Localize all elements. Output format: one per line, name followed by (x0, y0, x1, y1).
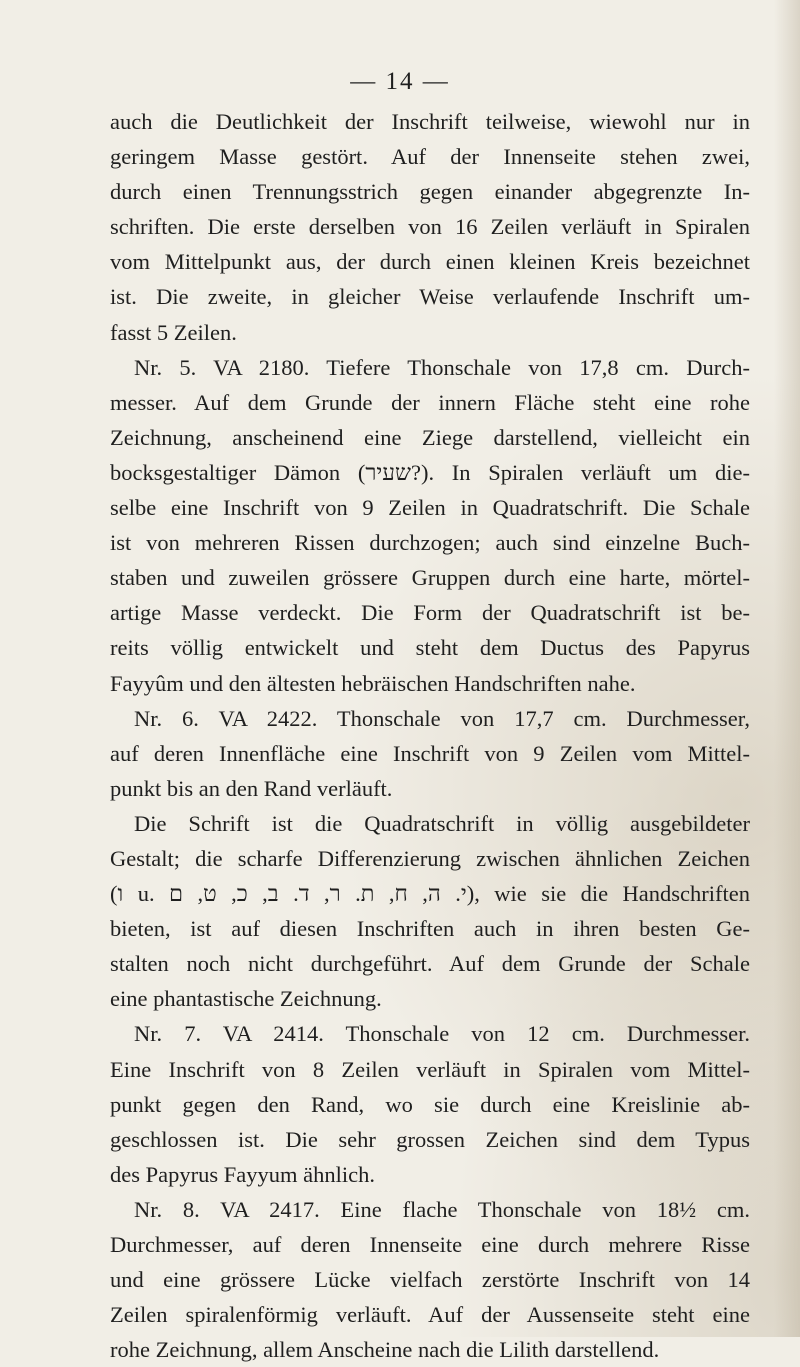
text-line: Gestalt; die scharfe Differenzierung zwischen ähnlichen Zeichen (110, 845, 750, 871)
text-line: eine phantastische Zeichnung. (110, 986, 382, 1012)
text-line: geschlossen ist. Die sehr grossen Zeichen sind dem Typus (110, 1126, 750, 1152)
text-line: bocksgestaltiger Dämon (שעיר?). In Spiralen verläuft um die- (110, 459, 750, 485)
text-line: Zeichnung, anscheinend eine Ziege darstellend, vielleicht ein (110, 424, 750, 450)
text-line: Eine Inschrift von 8 Zeilen verläuft in Spiralen vom Mittel- (110, 1056, 750, 1082)
text-line: Nr. 7. VA 2414. Thonschale von 12 cm. Durchmesser. (134, 1021, 750, 1047)
text-line: selbe eine Inschrift von 9 Zeilen in Quadratschrift. Die Schale (110, 495, 750, 521)
text-line: ist. Die zweite, in gleicher Weise verlaufende Inschrift um- (110, 284, 750, 310)
text-line: punkt gegen den Rand, wo sie durch eine Kreislinie ab- (110, 1091, 750, 1117)
text-line: artige Masse verdeckt. Die Form der Quadratschrift ist be- (110, 600, 750, 626)
text-line: stalten noch nicht durchgeführt. Auf dem Grunde der Schale (110, 951, 750, 977)
text-line: auf deren Innenfläche eine Inschrift von 9 Zeilen vom Mittel- (110, 740, 750, 766)
text-line: Die Schrift ist die Quadratschrift in völlig ausgebildeter (134, 810, 750, 836)
text-line: auch die Deutlichkeit der Inschrift teilweise, wiewohl nur in (110, 109, 750, 134)
text-line: Nr. 6. VA 2422. Thonschale von 17,7 cm. Durchmesser, (134, 705, 750, 731)
text-line: geringem Masse gestört. Auf der Innenseite stehen zwei, (110, 144, 750, 170)
text-line: punkt bis an den Rand verläuft. (110, 775, 393, 801)
text-line: vom Mittelpunkt aus, der durch einen kleinen Kreis bezeichnet (110, 249, 750, 275)
text-line: des Papyrus Fayyum ähnlich. (110, 1161, 375, 1187)
text-line: messer. Auf dem Grunde der innern Fläche steht eine rohe (110, 389, 750, 415)
text-line: fasst 5 Zeilen. (110, 319, 237, 345)
text-line: Fayyûm und den ältesten hebräischen Handschriften nahe. (110, 670, 636, 696)
text-line: staben und zuweilen grössere Gruppen durch eine harte, mörtel- (110, 565, 750, 591)
text-line: ist von mehreren Rissen durchzogen; auch sind einzelne Buch- (110, 530, 750, 556)
text-line: rohe Zeichnung, allem Anscheine nach die Lilith darstellend. (110, 1337, 660, 1363)
text-line: durch einen Trennungsstrich gegen einander abgegrenzte In- (110, 179, 750, 205)
text-line: Nr. 5. VA 2180. Tiefere Thonschale von 17,8 cm. Durch- (134, 354, 750, 380)
text-line: Nr. 8. VA 2417. Eine flache Thonschale von 18½ cm. (134, 1196, 750, 1222)
page-body-text (110, 104, 750, 1367)
text-line: Zeilen spiralenförmig verläuft. Auf der Aussenseite steht eine (110, 1302, 750, 1328)
text-line: bieten, ist auf diesen Inschriften auch in ihren besten Ge- (110, 916, 750, 942)
text-line: schriften. Die erste derselben von 16 Zeilen verläuft in Spiralen (110, 214, 750, 240)
page-number: — 14 — (350, 68, 450, 95)
text-line: Durchmesser, auf deren Innenseite eine durch mehrere Risse (110, 1232, 750, 1257)
text-line: reits völlig entwickelt und steht dem Ductus des Papyrus (110, 635, 750, 661)
text-line: (ו u. י. ה, ח, ת. ר, ד. ב, כ, ט, ם), wie sie die Handschriften (110, 881, 751, 907)
page-edge-shadow (774, 0, 800, 1337)
text-line: und eine grössere Lücke vielfach zerstörte Inschrift von 14 (110, 1267, 750, 1293)
